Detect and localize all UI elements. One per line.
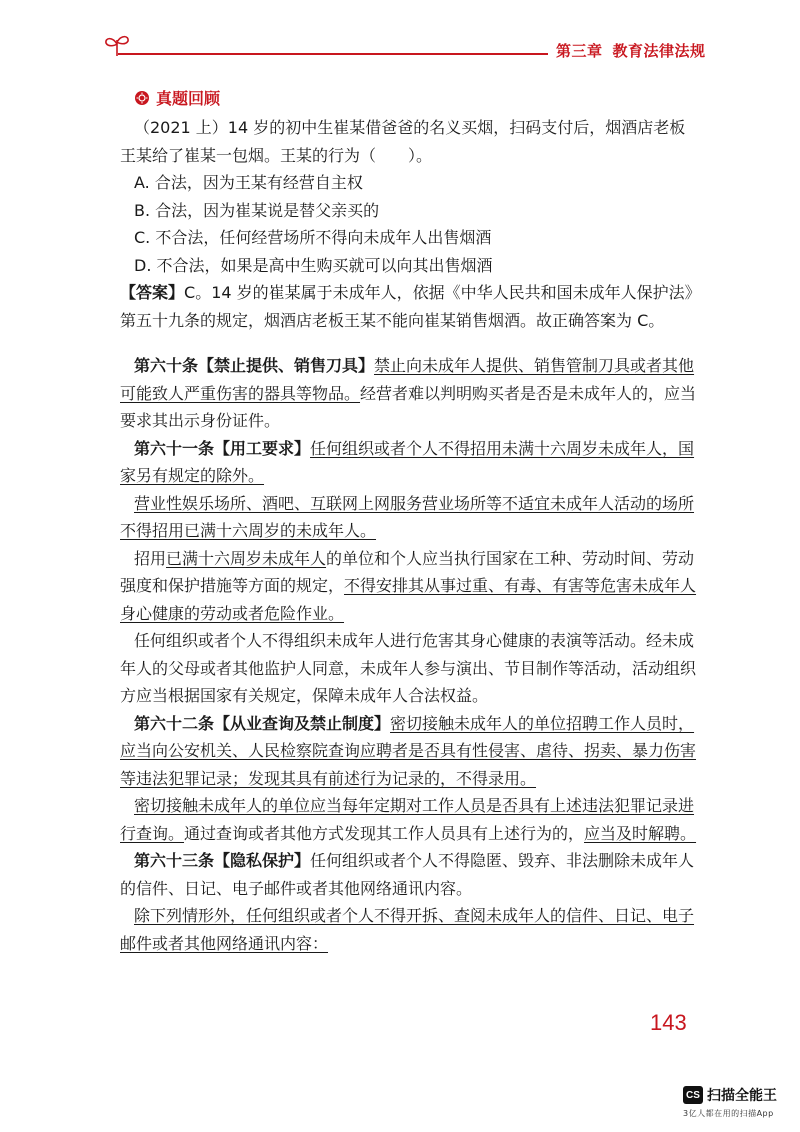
scanner-watermark [683,1085,777,1105]
article-text: 经营者难以判明购买者是否是未成年人的，应当要求其出示身份证件。 [120,383,697,430]
question-stem: （2021 上）14 岁的初中生崔某借爸爸的名义买烟，扫码支付后，烟酒店老板王某给了崔某一包烟。王某的行为（ ）。 [120,118,686,165]
article-62 [120,710,698,793]
underlined-text: 应当及时解聘。 [584,823,697,843]
article-63 [120,847,698,902]
underlined-text: 禁止向未成年人提供、销售管制刀具或者其他可能致人严重伤害的器具等物品。 [120,356,695,403]
header-rule [118,53,548,55]
sun-icon [134,90,150,106]
scanner-name: 扫描全能王 [707,1088,777,1104]
article-60 [120,352,698,435]
article-number: 第六十条 [134,356,199,375]
answer-tag: 【答案】 [120,283,185,302]
article-text: 任何组织或者个人不得隐匿、毁弃、非法删除未成年人的信件、日记、电子邮件或者其他网络通讯内容。 [120,851,695,898]
article-62-para-2 [120,792,698,847]
option-c: C. 不合法，任何经营场所不得向未成年人出售烟酒 [134,228,492,247]
article-tag: 【用工要求】 [214,438,311,458]
underlined-text: 已满十六周岁未成年人 [166,548,327,568]
section-label: 真题回顾 [156,89,221,108]
page-number: 143 [650,1010,687,1035]
chapter-title: 教育法律法规 [612,42,706,60]
article-tag: 【从业查询及禁止制度】 [214,713,391,733]
scanner-tagline: 3亿人都在用的扫描App [683,1109,774,1118]
underlined-text: 除下列情形外，任何组织或者个人不得开拆、查阅未成年人的信件、日记、电子邮件或者其他网络通讯内容： [120,906,695,953]
article-number: 第六十三条 [134,851,215,870]
underlined-text: 不得安排其从事过重、有毒、有害等危害未成年人身心健康的劳动或者危险作业。 [120,576,697,623]
section-heading [134,86,220,109]
article-tag: 【隐私保护】 [214,851,311,870]
underlined-text: 营业性娱乐场所、酒吧、互联网上网服务营业场所等不适宜未成年人活动的场所不得招用已满十六周岁的未成年人。 [120,493,695,540]
article-text: 招用 [134,548,167,568]
underlined-text: 密切接触未成年人的单位应当每年定期对工作人员是否具有上述违法犯罪记录进行查询。 [120,796,695,843]
article-number: 第六十二条 [134,713,215,733]
underlined-text: 密切接触未成年人的单位招聘工作人员时，应当向公安机关、人民检察院查询应聘者是否具有性侵害、虐待、拐卖、暴力伤害等违法犯罪记录；发现其具有前述行为记录的，不得录用。 [120,713,697,788]
option-b: B. 合法，因为崔某说是替父亲买的 [134,200,380,220]
option-d: D. 不合法，如果是高中生购买就可以向其出售烟酒 [134,255,493,275]
article-number: 第六十一条 [134,438,215,458]
article-61 [120,435,698,490]
underlined-text: 任何组织或者个人不得招用未满十六周岁未成年人，国家另有规定的除外。 [120,438,695,485]
article-tag: 【禁止提供、销售刀具】 [198,356,375,375]
page-content [120,114,698,957]
option-a: A. 合法，因为王某有经营自主权 [134,173,363,192]
article-61-para-2 [120,490,698,545]
camscanner-logo-icon: CS [683,1086,703,1104]
answer-paragraph [120,279,698,334]
article-text: 通过查询或者其他方式发现其工作人员具有上述行为的， [184,823,585,843]
article-61-para-3 [120,545,698,628]
chapter-heading [556,40,706,61]
answer-text: C。14 岁的崔某属于未成年人，依据《中华人民共和国未成年人保护法》第五十九条的规定，烟酒店老板王某不能向崔某销售烟酒。故正确答案为 C。 [120,283,693,330]
article-63-para-2 [120,902,698,957]
chapter-number: 第三章 [556,42,603,60]
article-61-para-4: 任何组织或者个人不得组织未成年人进行危害其身心健康的表演等活动。经未成年人的父母或者其他监护人同意，未成年人参与演出、节目制作等活动，活动组织方应当根据国家有关规定，保障未成年人合法权益。 [120,631,697,705]
article-text: 的单位和个人应当执行国家在工种、劳动时间、劳动强度和保护措施等方面的规定， [120,548,695,595]
